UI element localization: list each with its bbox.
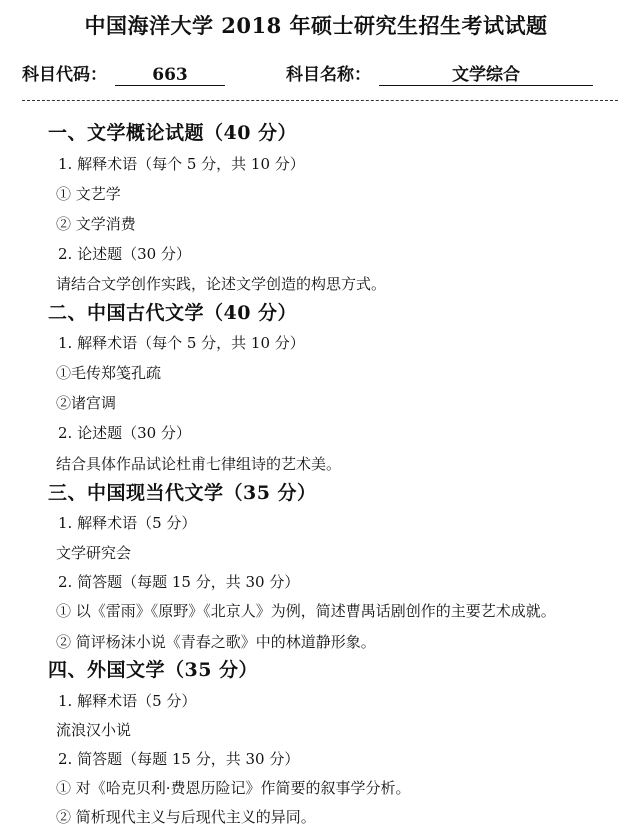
question-text: 结合具体作品试论杜甫七律组诗的艺术美。 (56, 455, 342, 473)
subject-name-value: 文学综合 (379, 60, 593, 86)
question-heading: 1. 解释术语（每个 5 分，共 10 分） (58, 155, 305, 173)
subject-code-value: 663 (115, 65, 225, 86)
question-heading: 2. 论述题（30 分） (58, 245, 191, 263)
subject-code-label: 科目代码： (22, 65, 107, 85)
term-item: ①毛传郑笺孔疏 (56, 364, 162, 382)
question-heading: 1. 解释术语（5 分） (58, 692, 197, 710)
question-text: 请结合文学创作实践，论述文学创造的构思方式。 (56, 275, 387, 293)
header-divider (22, 100, 618, 101)
section-heading: 三、中国现当代文学（35 分） (48, 482, 317, 504)
subject-name-label: 科目名称： (286, 65, 371, 85)
question-heading: 1. 解释术语（每个 5 分，共 10 分） (58, 334, 305, 352)
question-heading: 2. 简答题（每题 15 分，共 30 分） (58, 573, 300, 591)
question-text: ① 以《雷雨》《原野》《北京人》为例，简述曹禺话剧创作的主要艺术成就。 (56, 602, 556, 620)
section-heading: 四、外国文学（35 分） (48, 659, 259, 681)
term-item: ② 文学消费 (56, 215, 136, 233)
term-item: ① 文艺学 (56, 185, 121, 203)
question-heading: 1. 解释术语（5 分） (58, 514, 197, 532)
subject-code-row (22, 60, 225, 86)
question-heading: 2. 简答题（每题 15 分，共 30 分） (58, 750, 300, 768)
section-heading: 二、中国古代文学（40 分） (48, 302, 298, 324)
term-item: 流浪汉小说 (56, 721, 132, 739)
question-text: ① 对《哈克贝利·费恩历险记》作简要的叙事学分析。 (56, 779, 411, 797)
question-text: ② 简析现代主义与后现代主义的异同。 (56, 808, 316, 826)
question-heading: 2. 论述题（30 分） (58, 424, 191, 442)
term-item: ②诸宫调 (56, 394, 117, 412)
section-heading: 一、文学概论试题（40 分） (48, 122, 298, 144)
term-item: 文学研究会 (56, 544, 132, 562)
question-text: ② 简评杨沫小说《青春之歌》中的林道静形象。 (56, 633, 376, 651)
subject-name-row (286, 60, 593, 86)
exam-title: 中国海洋大学 2018 年硕士研究生招生考试试题 (84, 13, 548, 38)
